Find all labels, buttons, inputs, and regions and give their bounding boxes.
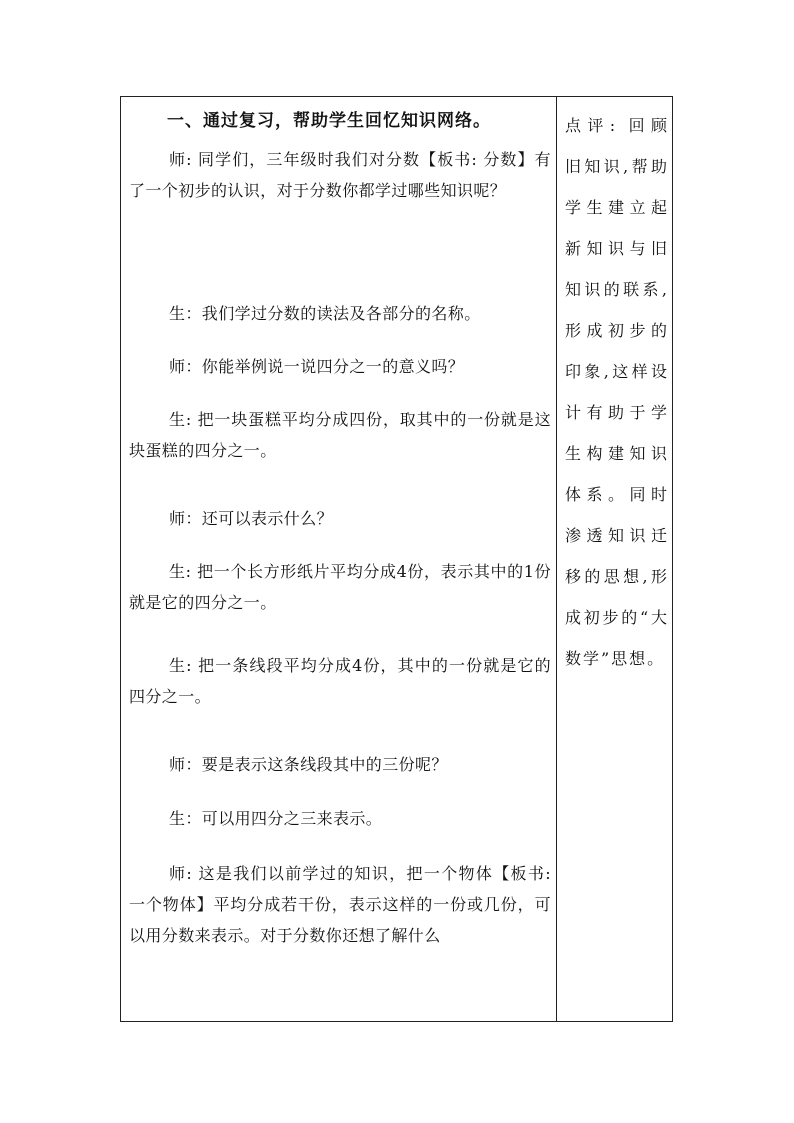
dialogue-column <box>121 97 557 1021</box>
section-heading: 一、通过复习，帮助学生回忆知识网络。 <box>167 111 491 131</box>
dialogue-paragraph: 师：还可以表示什么？ <box>169 509 334 528</box>
dialogue-paragraph: 生: 把一块蛋糕平均分成四份，取其中的一份就是这块蛋糕的四分之一。 <box>129 410 551 460</box>
lesson-table <box>120 96 673 1022</box>
commentary-column <box>557 97 672 1021</box>
dialogue-paragraph: 生：我们学过分数的读法及各部分的名称。 <box>169 304 481 323</box>
dialogue-paragraph: 师: 同学们，三年级时我们对分数【板书: 分数】有了一个初步的认识，对于分数你都学过哪些知识呢？ <box>129 150 551 200</box>
dialogue-paragraph: 生: 把一个长方形纸片平均分成4份，表示其中的1份就是它的四分之一。 <box>129 562 551 612</box>
dialogue-paragraph: 生: 把一条线段平均分成4份，其中的一份就是它的四分之一。 <box>129 656 551 706</box>
dialogue-paragraph: 师：要是表示这条线段其中的三份呢？ <box>169 755 448 774</box>
dialogue-paragraph: 生：可以用四分之三来表示。 <box>169 809 383 828</box>
commentary-text: 点评: 回顾旧知识,帮助学生建立起新知识与旧知识的联系,形成初步的印象,这样设计有助于学生构建知识体系。同时渗透知识迁移的思想,形成初步的“大数学”思想。 <box>565 116 669 668</box>
dialogue-paragraph: 师：你能举例说一说四分之一的意义吗？ <box>169 357 465 376</box>
dialogue-paragraph: 师: 这是我们以前学过的知识，把一个物体【板书: 一个物体】平均分成若干份，表示这样的一份或几份，可以用分数来表示。对于分数你还想了解什么 <box>129 864 551 945</box>
